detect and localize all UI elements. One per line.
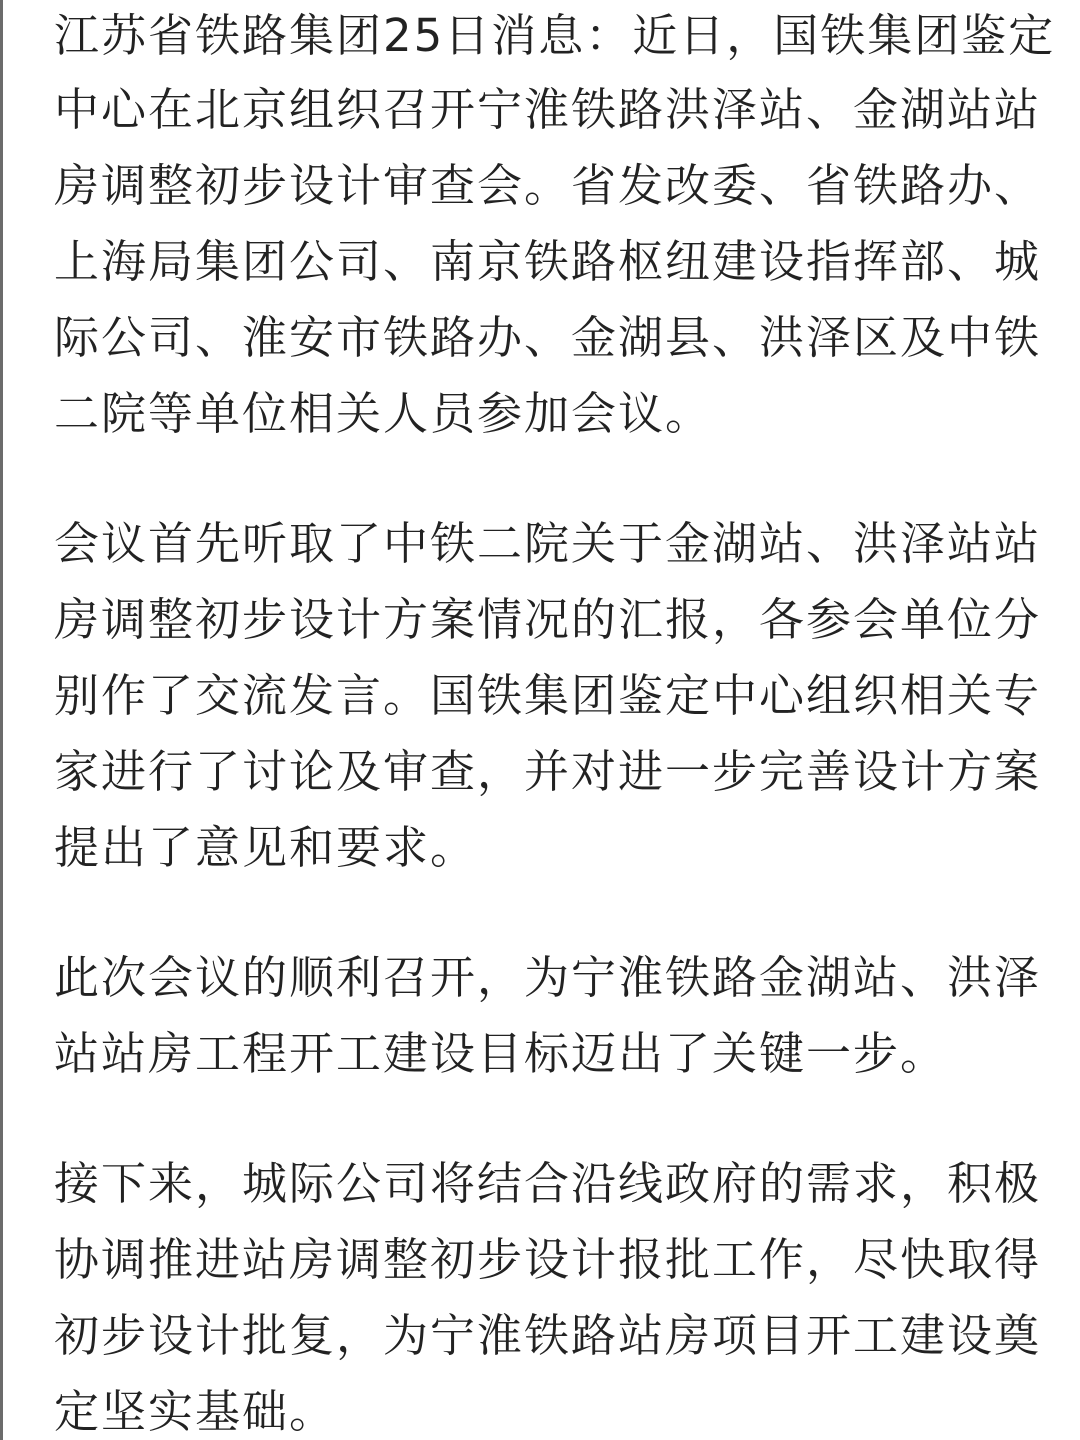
paragraph-line: 江苏省铁路集团25日消息：近日，国铁集团鉴定 — [54, 9, 1056, 62]
paragraph-line: 二院等单位相关人员参加会议。 — [54, 387, 713, 440]
paragraph-line: 会议首先听取了中铁二院关于金湖站、洪泽站站 — [54, 517, 1042, 570]
paragraph-line: 协调推进站房调整初步设计报批工作，尽快取得 — [54, 1233, 1042, 1286]
paragraph-line: 提出了意见和要求。 — [54, 821, 478, 874]
article-body — [54, 0, 1056, 1440]
paragraph-line: 房调整初步设计方案情况的汇报，各参会单位分 — [54, 593, 1042, 646]
paragraph-line: 初步设计批复，为宁淮铁路站房项目开工建设奠 — [54, 1309, 1042, 1362]
paragraph-spacer — [54, 1092, 1034, 1146]
paragraph-line: 定坚实基础。 — [54, 1385, 337, 1438]
paragraph-spacer — [54, 886, 1034, 940]
paragraph-line: 际公司、淮安市铁路办、金湖县、洪泽区及中铁 — [54, 311, 1042, 364]
paragraph-line: 接下来，城际公司将结合沿线政府的需求，积极 — [54, 1157, 1042, 1210]
paragraph-line: 别作了交流发言。国铁集团鉴定中心组织相关专 — [54, 669, 1042, 722]
paragraph-line: 站站房工程开工建设目标迈出了关键一步。 — [54, 1027, 948, 1080]
paragraph-3 — [54, 940, 1042, 1092]
paragraph-1 — [54, 0, 1056, 452]
paragraph-line: 中心在北京组织召开宁淮铁路洪泽站、金湖站站 — [54, 83, 1042, 136]
paragraph-line: 家进行了讨论及审查，并对进一步完善设计方案 — [54, 745, 1042, 798]
paragraph-2 — [54, 506, 1042, 886]
left-border-line — [0, 0, 3, 1440]
paragraph-spacer — [54, 452, 1034, 506]
paragraph-line: 房调整初步设计审查会。省发改委、省铁路办、 — [54, 159, 1042, 212]
paragraph-4 — [54, 1146, 1042, 1440]
paragraph-line: 上海局集团公司、南京铁路枢纽建设指挥部、城 — [54, 235, 1042, 288]
paragraph-line: 此次会议的顺利召开，为宁淮铁路金湖站、洪泽 — [54, 951, 1042, 1004]
